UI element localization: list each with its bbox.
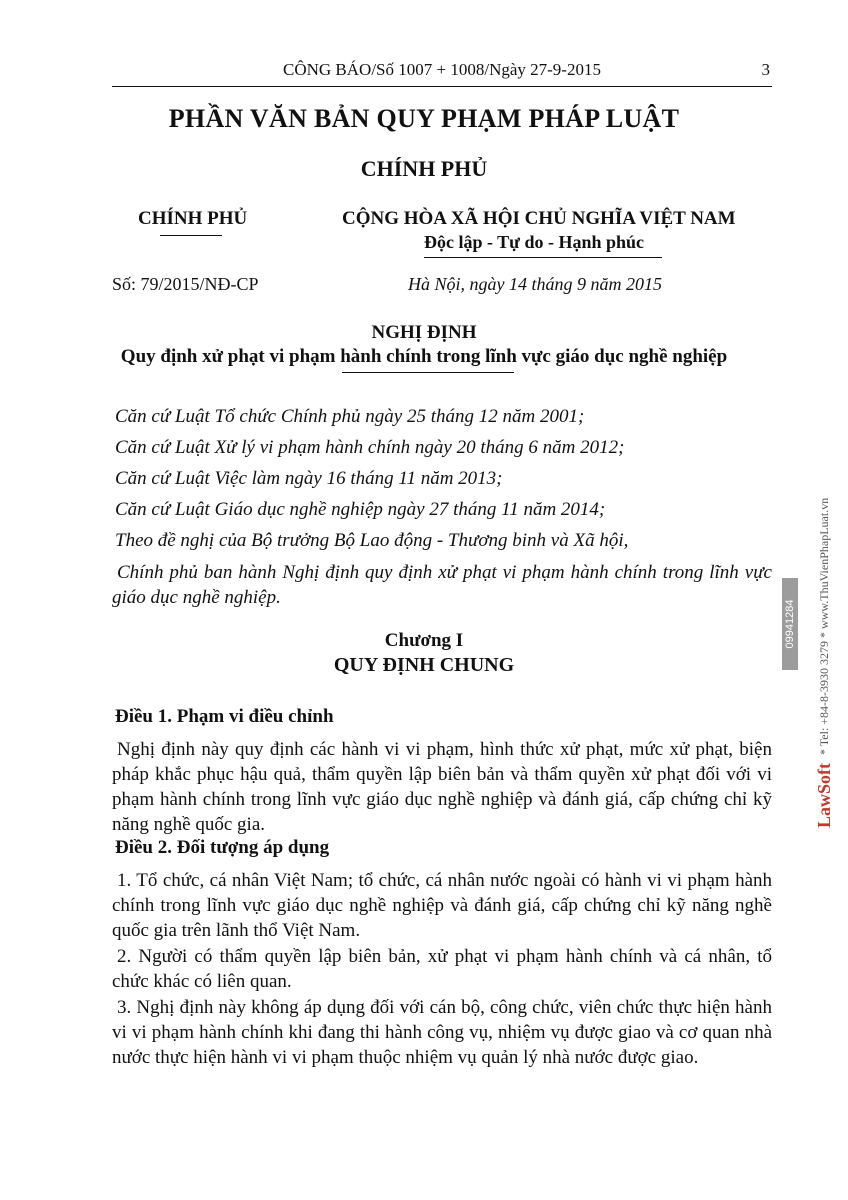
legal-basis-item: Căn cứ Luật Tổ chức Chính phủ ngày 25 tháng 12 năm 2001; bbox=[115, 406, 585, 427]
subject-underline bbox=[342, 372, 514, 373]
header-divider bbox=[112, 86, 772, 87]
gazette-header: CÔNG BÁO/Số 1007 + 1008/Ngày 27-9-2015 bbox=[283, 60, 601, 79]
section-title: PHẦN VĂN BẢN QUY PHẠM PHÁP LUẬT bbox=[168, 104, 680, 133]
document-type: NGHỊ ĐỊNH bbox=[371, 322, 477, 343]
issuer-name: CHÍNH PHỦ bbox=[138, 208, 248, 229]
legal-basis-item: Căn cứ Luật Xử lý vi phạm hành chính ngày 20 tháng 6 năm 2012; bbox=[115, 437, 625, 458]
article-1-text: Nghị định này quy định các hành vi vi phạm, hình thức xử phạt, mức xử phạt, biện pháp khắc phục hậu quả, thẩm quyền lập biên bản và thẩm quyền xử phạt đối với vi phạm hành chính trong lĩnh vực giáo dục nghề nghiệp và đánh giá, cấp chứng chỉ kỹ năng nghề quốc gia. bbox=[112, 739, 772, 835]
legal-basis-item: Căn cứ Luật Giáo dục nghề nghiệp ngày 27 tháng 11 năm 2014; bbox=[115, 499, 606, 520]
watermark-id-badge bbox=[782, 578, 798, 670]
document-number: Số: 79/2015/NĐ-CP bbox=[112, 274, 259, 294]
watermark-contact: * Tel: +84-8-3930 3279 * www.ThuVienPhapLuat.vn bbox=[816, 497, 831, 755]
article-2-clause: 2. Người có thẩm quyền lập biên bản, xử phạt vi phạm hành chính và cá nhân, tổ chức khác có liên quan. bbox=[112, 946, 772, 992]
document-subject: Quy định xử phạt vi phạm hành chính trong lĩnh vực giáo dục nghề nghiệp bbox=[120, 346, 728, 367]
agency-title: CHÍNH PHỦ bbox=[360, 156, 488, 181]
chapter-number: Chương I bbox=[384, 630, 464, 651]
article-2-heading: Điều 2. Đối tượng áp dụng bbox=[115, 837, 330, 858]
nation-name: CỘNG HÒA XÃ HỘI CHỦ NGHĨA VIỆT NAM bbox=[342, 208, 736, 229]
chapter-title: QUY ĐỊNH CHUNG bbox=[333, 654, 515, 676]
article-2-clause: 1. Tổ chức, cá nhân Việt Nam; tổ chức, cá nhân nước ngoài có hành vi vi phạm hành chính trong lĩnh vực giáo dục nghề nghiệp và đánh giá, cấp chứng chỉ kỹ năng nghề quốc gia trên lãnh thổ Việt Nam. bbox=[112, 870, 772, 941]
legal-basis-item: Theo đề nghị của Bộ trưởng Bộ Lao động - Thương binh và Xã hội, bbox=[115, 530, 629, 551]
page-number: 3 bbox=[761, 60, 770, 79]
promulgation-clause: Chính phủ ban hành Nghị định quy định xử phạt vi phạm hành chính trong lĩnh vực giáo dục nghề nghiệp. bbox=[112, 562, 772, 608]
article-1-heading: Điều 1. Phạm vi điều chỉnh bbox=[115, 706, 334, 727]
motto-underline bbox=[424, 257, 662, 258]
watermark-sidebar bbox=[806, 388, 842, 828]
watermark-id: 09941284 bbox=[784, 599, 796, 649]
watermark-brand: LawSoft bbox=[813, 762, 834, 828]
article-2-clause: 3. Nghị định này không áp dụng đối với cán bộ, công chức, viên chức thực hiện hành vi vi phạm hành chính khi đang thi hành công vụ, nhiệm vụ được giao và cơ quan nhà nước thực hiện hành vi vi phạm thuộc nhiệm vụ quản lý nhà nước được giao. bbox=[112, 997, 772, 1068]
national-motto: Độc lập - Tự do - Hạnh phúc bbox=[424, 232, 645, 252]
issuer-underline bbox=[160, 235, 222, 236]
place-and-date: Hà Nội, ngày 14 tháng 9 năm 2015 bbox=[408, 274, 662, 294]
legal-basis-item: Căn cứ Luật Việc làm ngày 16 tháng 11 năm 2013; bbox=[115, 468, 503, 489]
